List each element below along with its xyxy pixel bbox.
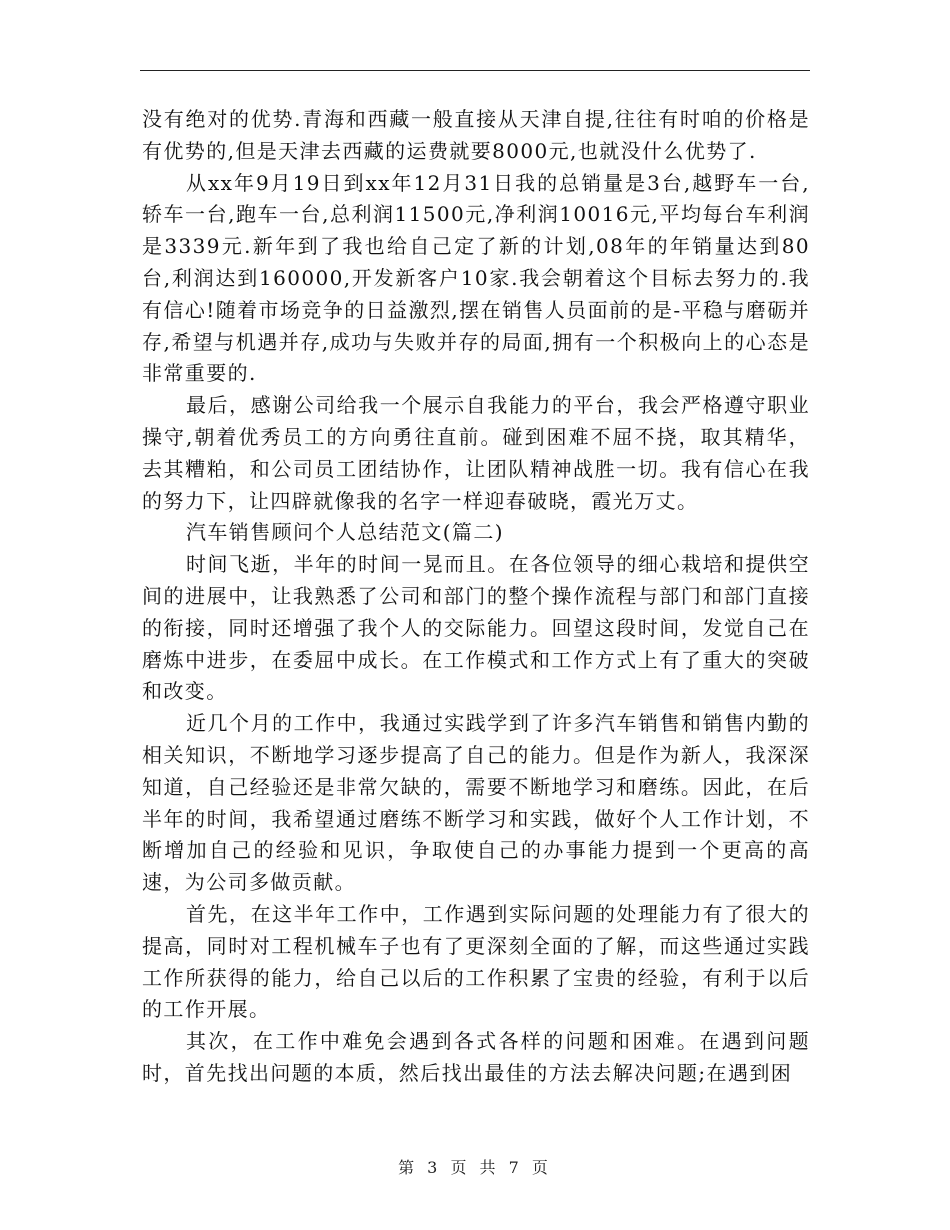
paragraph-1: 没有绝对的优势.青海和西藏一般直接从天津自提,往往有时咱的价格是有优势的,但是天津去西藏的运费就要8000元,也就没什么优势了. bbox=[142, 107, 810, 163]
paragraph-3: 最后，感谢公司给我一个展示自我能力的平台，我会严格遵守职业操守,朝着优秀员工的方向勇往直前。碰到困难不屈不挠，取其精华，去其糟粕，和公司员工团结协作，让团队精神战胜一切。我有信心在我的努力下，让四辟就像我的名字一样迎春破晓，霞光万丈。 bbox=[142, 393, 810, 513]
paragraph-7: 其次，在工作中难免会遇到各式各样的问题和困难。在遇到问题时，首先找出问题的本质，然后找出最佳的方法去解决问题;在遇到困 bbox=[142, 1029, 810, 1085]
paragraph-5: 近几个月的工作中，我通过实践学到了许多汽车销售和销售内勤的相关知识，不断地学习逐步提高了自己的能力。但是作为新人，我深深知道，自己经验还是非常欠缺的，需要不断地学习和磨练。因此，在后半年的时间，我希望通过磨练不断学习和实践，做好个人工作计划，不断增加自己的经验和见识，争取使自己的办事能力提到一个更高的高速，为公司多做贡献。 bbox=[142, 711, 810, 895]
paragraph-4: 时间飞逝，半年的时间一晃而且。在各位领导的细心栽培和提供空间的进展中，让我熟悉了公司和部门的整个操作流程与部门和部门直接的衔接，同时还增强了我个人的交际能力。回望这段时间，发觉自己在磨炼中进步，在委屈中成长。在工作模式和工作方式上有了重大的突破和改变。 bbox=[142, 552, 810, 704]
page-number-footer: 第 3 页 共 7 页 bbox=[398, 1158, 552, 1177]
document-body bbox=[142, 104, 810, 1090]
header-rule bbox=[140, 70, 810, 71]
paragraph-2: 从xx年9月19日到xx年12月31日我的总销量是3台,越野车一台,轿车一台,跑车一台,总利润11500元,净利润10016元,平均每台车利润是3339元.新年到了我也给自己定了新的计划,08年的年销量达到80台,利润达到160000,开发新客户10家.我会朝着这个目标去努力的.我有信心!随着市场竞争的日益激烈,摆在销售人员面前的是-平稳与磨砺并存,希望与机遇并存,成功与失败并存的局面,拥有一个积极向上的心态是非常重要的. bbox=[142, 170, 810, 386]
section-heading: 汽车销售顾问个人总结范文(篇二) bbox=[186, 520, 505, 545]
paragraph-6: 首先，在这半年工作中，工作遇到实际问题的处理能力有了很大的提高，同时对工程机械车子也有了更深刻全面的了解，而这些通过实践工作所获得的能力，给自己以后的工作积累了宝贵的经验，有利于以后的工作开展。 bbox=[142, 901, 810, 1022]
